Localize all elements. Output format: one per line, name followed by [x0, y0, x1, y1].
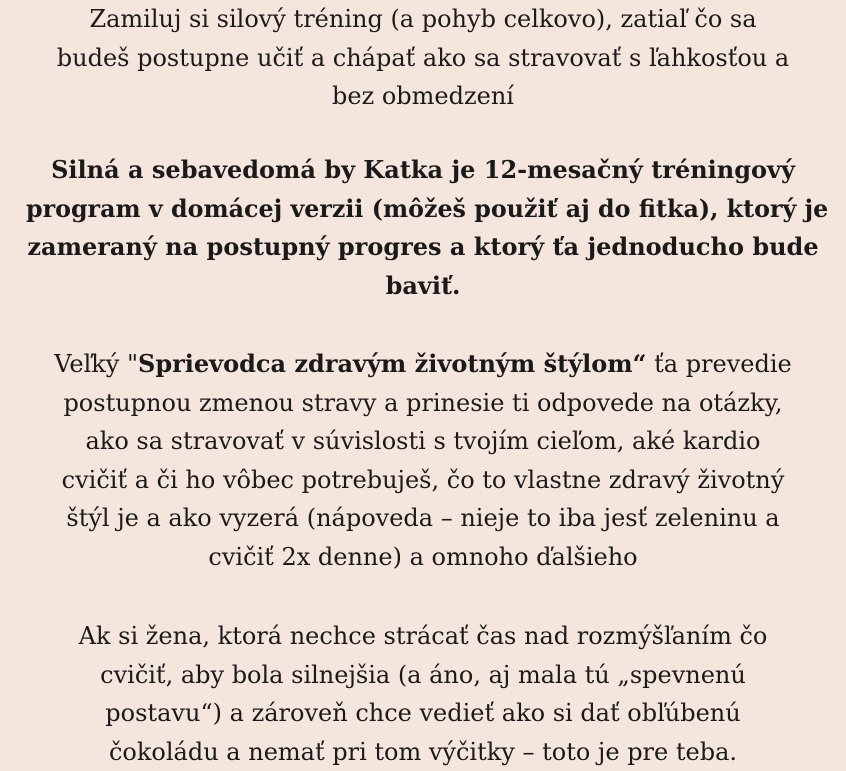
program-line-4: baviť. — [22, 267, 824, 306]
intro-line-3: bez obmedzení — [22, 77, 824, 116]
guide-line-2: postupnou zmenou stravy a prinesie ti odpovede na otázky, — [22, 384, 824, 423]
audience-line-4: čokoládu a nemať pri tom výčitky – toto je pre teba. — [22, 733, 824, 771]
guide-line-1 — [22, 345, 824, 384]
guide-suffix: ťa prevedie — [646, 350, 791, 378]
audience-line-2: cvičiť, aby bola silnejšia (a áno, aj mala tú „spevnenú — [22, 656, 824, 695]
intro-line-2: budeš postupne učiť a chápať ako sa stravovať s ľahkosťou a — [22, 39, 824, 78]
intro-line-1: Zamiluj si silový tréning (a pohyb celkovo), zatiaľ čo sa — [22, 0, 824, 39]
audience-line-3: postavu“) a zároveň chce vedieť ako si dať obľúbenú — [22, 694, 824, 733]
audience-paragraph — [22, 617, 824, 771]
guide-line-6: cvičiť 2x denne) a omnoho ďalšieho — [22, 538, 824, 577]
program-line-1: Silná a sebavedomá by Katka je 12-mesačný tréningový — [22, 151, 824, 190]
guide-line-3: ako sa stravovať v súvislosti s tvojím cieľom, aké kardio — [22, 422, 824, 461]
guide-prefix: Veľký " — [54, 350, 138, 378]
guide-line-4: cvičiť a či ho vôbec potrebuješ, čo to vlastne zdravý životný — [22, 461, 824, 500]
program-line-2: program v domácej verzii (môžeš použiť aj do fitka), ktorý je — [26, 190, 820, 229]
program-paragraph — [22, 151, 824, 305]
audience-line-1: Ak si žena, ktorá nechce strácať čas nad rozmýšľaním čo — [22, 617, 824, 656]
guide-paragraph — [22, 345, 824, 576]
intro-paragraph — [22, 0, 824, 116]
guide-title: Sprievodca zdravým životným štýlom“ — [138, 349, 646, 378]
guide-line-5: štýl je a ako vyzerá (nápoveda – nieje to iba jesť zeleninu a — [22, 499, 824, 538]
program-line-3: zameraný na postupný progres a ktorý ťa jednoducho bude — [22, 228, 824, 267]
